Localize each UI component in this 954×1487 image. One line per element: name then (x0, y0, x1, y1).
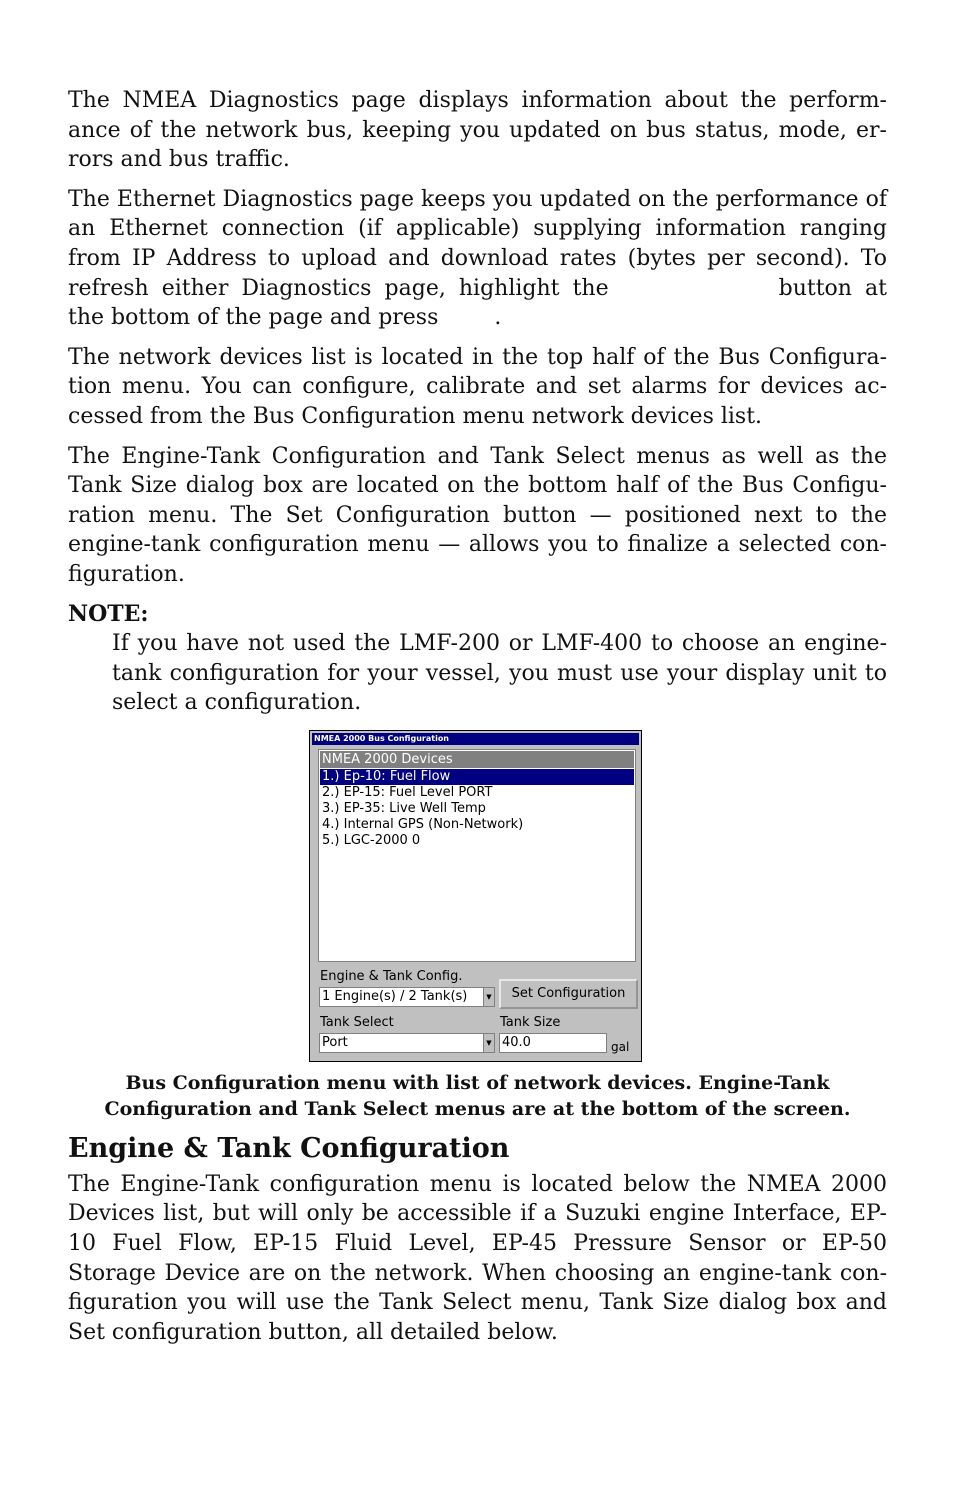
engine-tank-config-select[interactable] (319, 987, 495, 1007)
list-item[interactable]: 4.) Internal GPS (Non-Network) (322, 816, 524, 832)
paragraph-ethernet-text-a: The Ethernet Diagnostics page keeps you updated on the performance of an Ethernet connection (if applicable) supplying information ranging from IP Address to upload and download rates (bytes per second). To refresh either Diagnostics page, highlight the (68, 186, 887, 301)
bus-configuration-window (309, 730, 642, 1062)
note-label: NOTE: (68, 600, 149, 627)
paragraph-ethernet-diagnostics (68, 185, 887, 333)
tank-select-select[interactable] (319, 1033, 495, 1053)
section-text: The Engine-Tank configuration menu is located below the NMEA 2000 Devices list, but will only be accessible if a Suzuki engine Interface, EP-10 Fuel Flow, EP-15 Fluid Level, EP-45 Pressure Sensor or EP-50 Storage Device are on the network. When choosing an engine-tank con-figuration you will use the Tank Select menu, Tank Size dialog box and Set configuration button, all detailed below. (68, 1171, 887, 1345)
page-content (68, 86, 887, 1357)
section-heading: Engine & Tank Configuration (68, 1132, 510, 1164)
paragraph-ethernet-text-c: . (494, 305, 502, 331)
screenshot-container (68, 730, 887, 1070)
dropdown-arrow-icon[interactable]: ▼ (483, 988, 494, 1006)
paragraph-nmea-diagnostics: The NMEA Diagnostics page displays information about the perform-ance of the network bus, keeping you updated on bus status, mode, er-rors and bus traffic. (68, 88, 887, 173)
paragraph-network-devices: The network devices list is located in the top half of the Bus Configura-tion menu. You can configure, calibrate and set alarms for devices ac-cessed from the Bus Configuration menu network devices list. (68, 344, 887, 429)
figure-caption: Bus Configuration menu with list of network devices. Engine-Tank Configuration and Tank Select menus are at the bottom of the screen. (104, 1071, 851, 1120)
window-title: NMEA 2000 Bus Configuration (312, 733, 639, 745)
list-item[interactable]: 2.) EP-15: Fuel Level PORT (322, 784, 493, 800)
list-item[interactable]: 3.) EP-35: Live Well Temp (322, 800, 486, 816)
devices-list[interactable] (318, 749, 636, 962)
engine-tank-config-label: Engine & Tank Config. (320, 968, 463, 984)
note-text: If you have not used the LMF-200 or LMF-400 to choose an engine-tank configuration for your vessel, you must use your display unit to select a configuration. (112, 631, 887, 716)
set-configuration-button[interactable]: Set Configuration (499, 979, 638, 1009)
dropdown-arrow-icon[interactable]: ▼ (483, 1034, 494, 1052)
paragraph-engine-tank: The Engine-Tank Configuration and Tank Select menus as well as the Tank Size dialog box are located on the bottom half of the Bus Configu-ration menu. The Set Configuration button — positioned next to the engine-tank configuration menu — allows you to finalize a selected con-figuration. (68, 443, 887, 587)
paragraph-ethernet-text-b: button at the bottom of the page and press (68, 275, 887, 331)
tank-size-unit: gal (611, 1039, 630, 1054)
tank-size-input[interactable]: 40.0 (499, 1033, 607, 1053)
tank-size-label: Tank Size (500, 1014, 561, 1030)
tank-select-value: Port (322, 1034, 348, 1050)
devices-list-header: NMEA 2000 Devices (320, 751, 634, 768)
list-item[interactable]: 1.) Ep-10: Fuel Flow (320, 769, 634, 785)
list-item[interactable]: 5.) LGC-2000 0 (322, 832, 421, 848)
tank-select-label: Tank Select (320, 1014, 394, 1030)
engine-tank-config-value: 1 Engine(s) / 2 Tank(s) (322, 988, 468, 1004)
